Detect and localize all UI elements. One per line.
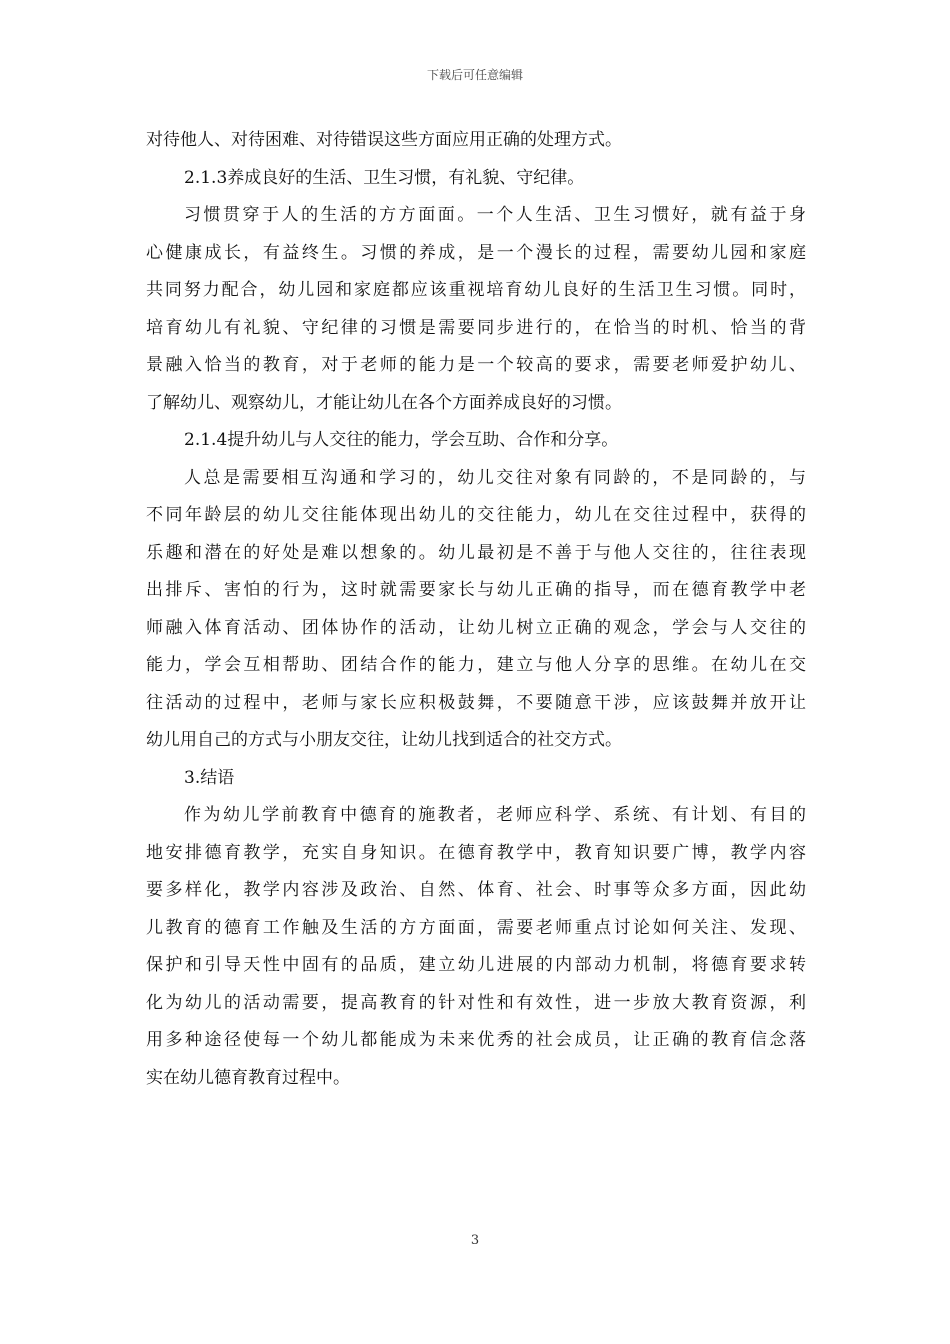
text-line: 化为幼儿的活动需要，提高教育的针对性和有效性，进一步放大教育资源，利 [146,992,806,1013]
text-line: 保护和引导天性中固有的品质，建立幼儿进展的内部动力机制，将德育要求转 [146,955,806,975]
page-number: 3 [470,1233,480,1248]
text-line: 师融入体育活动、团体协作的活动，让幼儿树立正确的观念，学会与人交往的 [146,617,806,638]
text-line: 了解幼儿、观察幼儿，才能让幼儿在各个方面养成良好的习惯。 [146,392,622,413]
text-line: 要多样化，教学内容涉及政治、自然、体育、社会、时事等众多方面，因此幼 [146,880,806,900]
section-heading-conclusion [146,760,806,798]
section-heading-2-1-3 [146,160,806,198]
text-line: 往活动的过程中，老师与家长应积极鼓舞，不要随意干涉，应该鼓舞并放开让 [146,692,806,713]
paragraph-continuation [146,122,806,160]
text-line: 能力，学会互相帮助、团结合作的能力，建立与他人分享的思维。在幼儿在交 [146,655,806,675]
text-line: 不同年龄层的幼儿交往能体现出幼儿的交往能力，幼儿在交往过程中，获得的 [146,505,806,525]
section-heading-2-1-4 [146,422,806,460]
text-line: 用多种途径使每一个幼儿都能成为未来优秀的社会成员，让正确的教育信念落 [146,1030,806,1050]
text-line: 幼儿用自己的方式与小朋友交往，让幼儿找到适合的社交方式。 [146,730,622,750]
text-line: 共同努力配合，幼儿园和家庭都应该重视培育幼儿良好的生活卫生习惯。同时， [146,280,806,300]
text-line: 人总是需要相互沟通和学习的，幼儿交往对象有同龄的，不是同龄的，与 [184,467,806,488]
text-line: 实在幼儿德育教育过程中。 [146,1067,350,1088]
text-line: 出排斥、害怕的行为，这时就需要家长与幼儿正确的指导，而在德育教学中老 [146,580,806,600]
heading-text: 2.1.3养成良好的生活、卫生习惯，有礼貌、守纪律。 [184,167,585,188]
paragraph-habits [146,197,806,422]
text-line: 习惯贯穿于人的生活的方方面面。一个人生活、卫生习惯好，就有益于身 [184,205,806,225]
page-header: 下载后可任意编辑 [426,68,523,82]
paragraph-conclusion [146,797,806,1097]
text-line: 对待他人、对待困难、对待错误这些方面应用正确的处理方式。 [146,130,622,150]
text-line: 乐趣和潜在的好处是难以想象的。幼儿最初是不善于与他人交往的，往往表现 [146,542,806,563]
text-line: 景融入恰当的教育，对于老师的能力是一个较高的要求，需要老师爱护幼儿、 [146,355,806,375]
document-body [146,122,806,1097]
text-line: 作为幼儿学前教育中德育的施教者，老师应科学、系统、有计划、有目的 [184,805,806,825]
text-line: 培育幼儿有礼貌、守纪律的习惯是需要同步进行的，在恰当的时机、恰当的背 [146,317,806,338]
text-line: 心健康成长，有益终生。习惯的养成，是一个漫长的过程，需要幼儿园和家庭 [146,242,806,263]
heading-text: 3.结语 [184,767,235,788]
heading-text: 2.1.4提升幼儿与人交往的能力，学会互助、合作和分享。 [184,430,619,450]
text-line: 儿教育的德育工作触及生活的方方面面，需要老师重点讨论如何关注、发现、 [146,917,806,938]
text-line: 地安排德育教学，充实自身知识。在德育教学中，教育知识要广博，教学内容 [146,842,806,863]
paragraph-social [146,460,806,760]
